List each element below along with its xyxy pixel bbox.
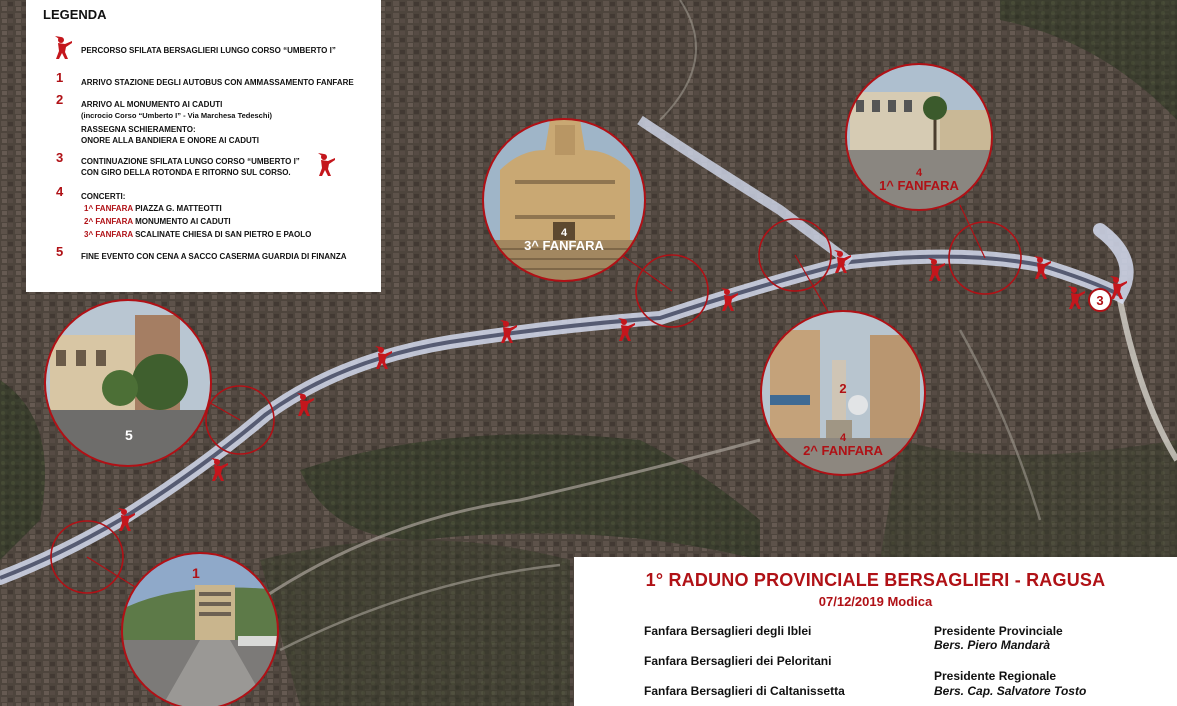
photo-4-label: 1^ FANFARA xyxy=(879,178,959,193)
photo-3-number: 4 xyxy=(560,227,568,239)
legend-num-2: 2 xyxy=(56,92,64,107)
legend-num-4: 4 xyxy=(56,184,64,199)
photo-5-number: 5 xyxy=(125,427,133,443)
legend-extra-2b: ONORE ALLA BANDIERA E ONORE AI CADUTI xyxy=(81,136,259,145)
legend-text-3: CONTINUAZIONE SFILATA LUNGO CORSO “UMBERTO I” xyxy=(81,157,300,166)
president-regional-name: Bers. Cap. Salvatore Tosto xyxy=(934,684,1087,698)
legend-text-1: ARRIVO STAZIONE DEGLI AUTOBUS CON AMMASSAMENTO FANFARE xyxy=(81,78,354,87)
photo-2-label: 2^ FANFARA xyxy=(803,443,883,458)
legend-concert-1: 1^ FANFARA PIAZZA G. MATTEOTTI xyxy=(84,204,222,213)
legend-extra-2a: RASSEGNA SCHIERAMENTO: xyxy=(81,125,196,134)
fanfara-1: Fanfara Bersaglieri degli Iblei xyxy=(644,624,812,638)
photo-2-number-concert: 4 xyxy=(839,432,847,444)
rotonda-marker xyxy=(1089,289,1111,311)
photo-1-number: 1 xyxy=(192,565,200,581)
fanfara-2: Fanfara Bersaglieri dei Peloritani xyxy=(644,654,832,668)
event-info-panel xyxy=(574,557,1177,706)
president-provincial-role: Presidente Provinciale xyxy=(934,624,1063,638)
legend-route-text: PERCORSO SFILATA BERSAGLIERI LUNGO CORSO “UMBERTO I” xyxy=(81,46,336,55)
legend-num-3: 3 xyxy=(56,150,64,165)
legend-num-5: 5 xyxy=(56,244,64,259)
rotonda-number: 3 xyxy=(1096,293,1104,308)
president-regional-role: Presidente Regionale xyxy=(934,669,1057,683)
legend-text-4: CONCERTI: xyxy=(81,192,126,201)
legend-concert-3: 3^ FANFARA SCALINATE CHIESA DI SAN PIETRO E PAOLO xyxy=(84,230,312,239)
event-subtitle: 07/12/2019 Modica xyxy=(818,594,933,609)
photo-2-number: 2 xyxy=(839,381,847,396)
legend-sub-2: (incrocio Corso “Umberto I” - Via Marchesa Tedeschi) xyxy=(81,111,273,120)
photo-3-label: 3^ FANFARA xyxy=(524,238,604,253)
legend-text-2: ARRIVO AL MONUMENTO AI CADUTI xyxy=(81,100,223,109)
event-title: 1° RADUNO PROVINCIALE BERSAGLIERI - RAGUSA xyxy=(645,570,1106,590)
legend-num-1: 1 xyxy=(56,70,64,85)
legend-text-3b: CON GIRO DELLA ROTONDA E RITORNO SUL CORSO. xyxy=(81,168,291,177)
photo-4-number: 4 xyxy=(915,167,923,179)
legend-panel xyxy=(26,0,381,292)
legend-text-5: FINE EVENTO CON CENA A SACCO CASERMA GUARDIA DI FINANZA xyxy=(81,252,347,261)
legend-concert-2: 2^ FANFARA MONUMENTO AI CADUTI xyxy=(84,217,231,226)
president-provincial-name: Bers. Piero Mandarà xyxy=(934,638,1051,652)
legend-title: LEGENDA xyxy=(43,7,107,22)
fanfara-3: Fanfara Bersaglieri di Caltanissetta xyxy=(644,684,845,698)
bersagliere-icon xyxy=(52,36,74,60)
